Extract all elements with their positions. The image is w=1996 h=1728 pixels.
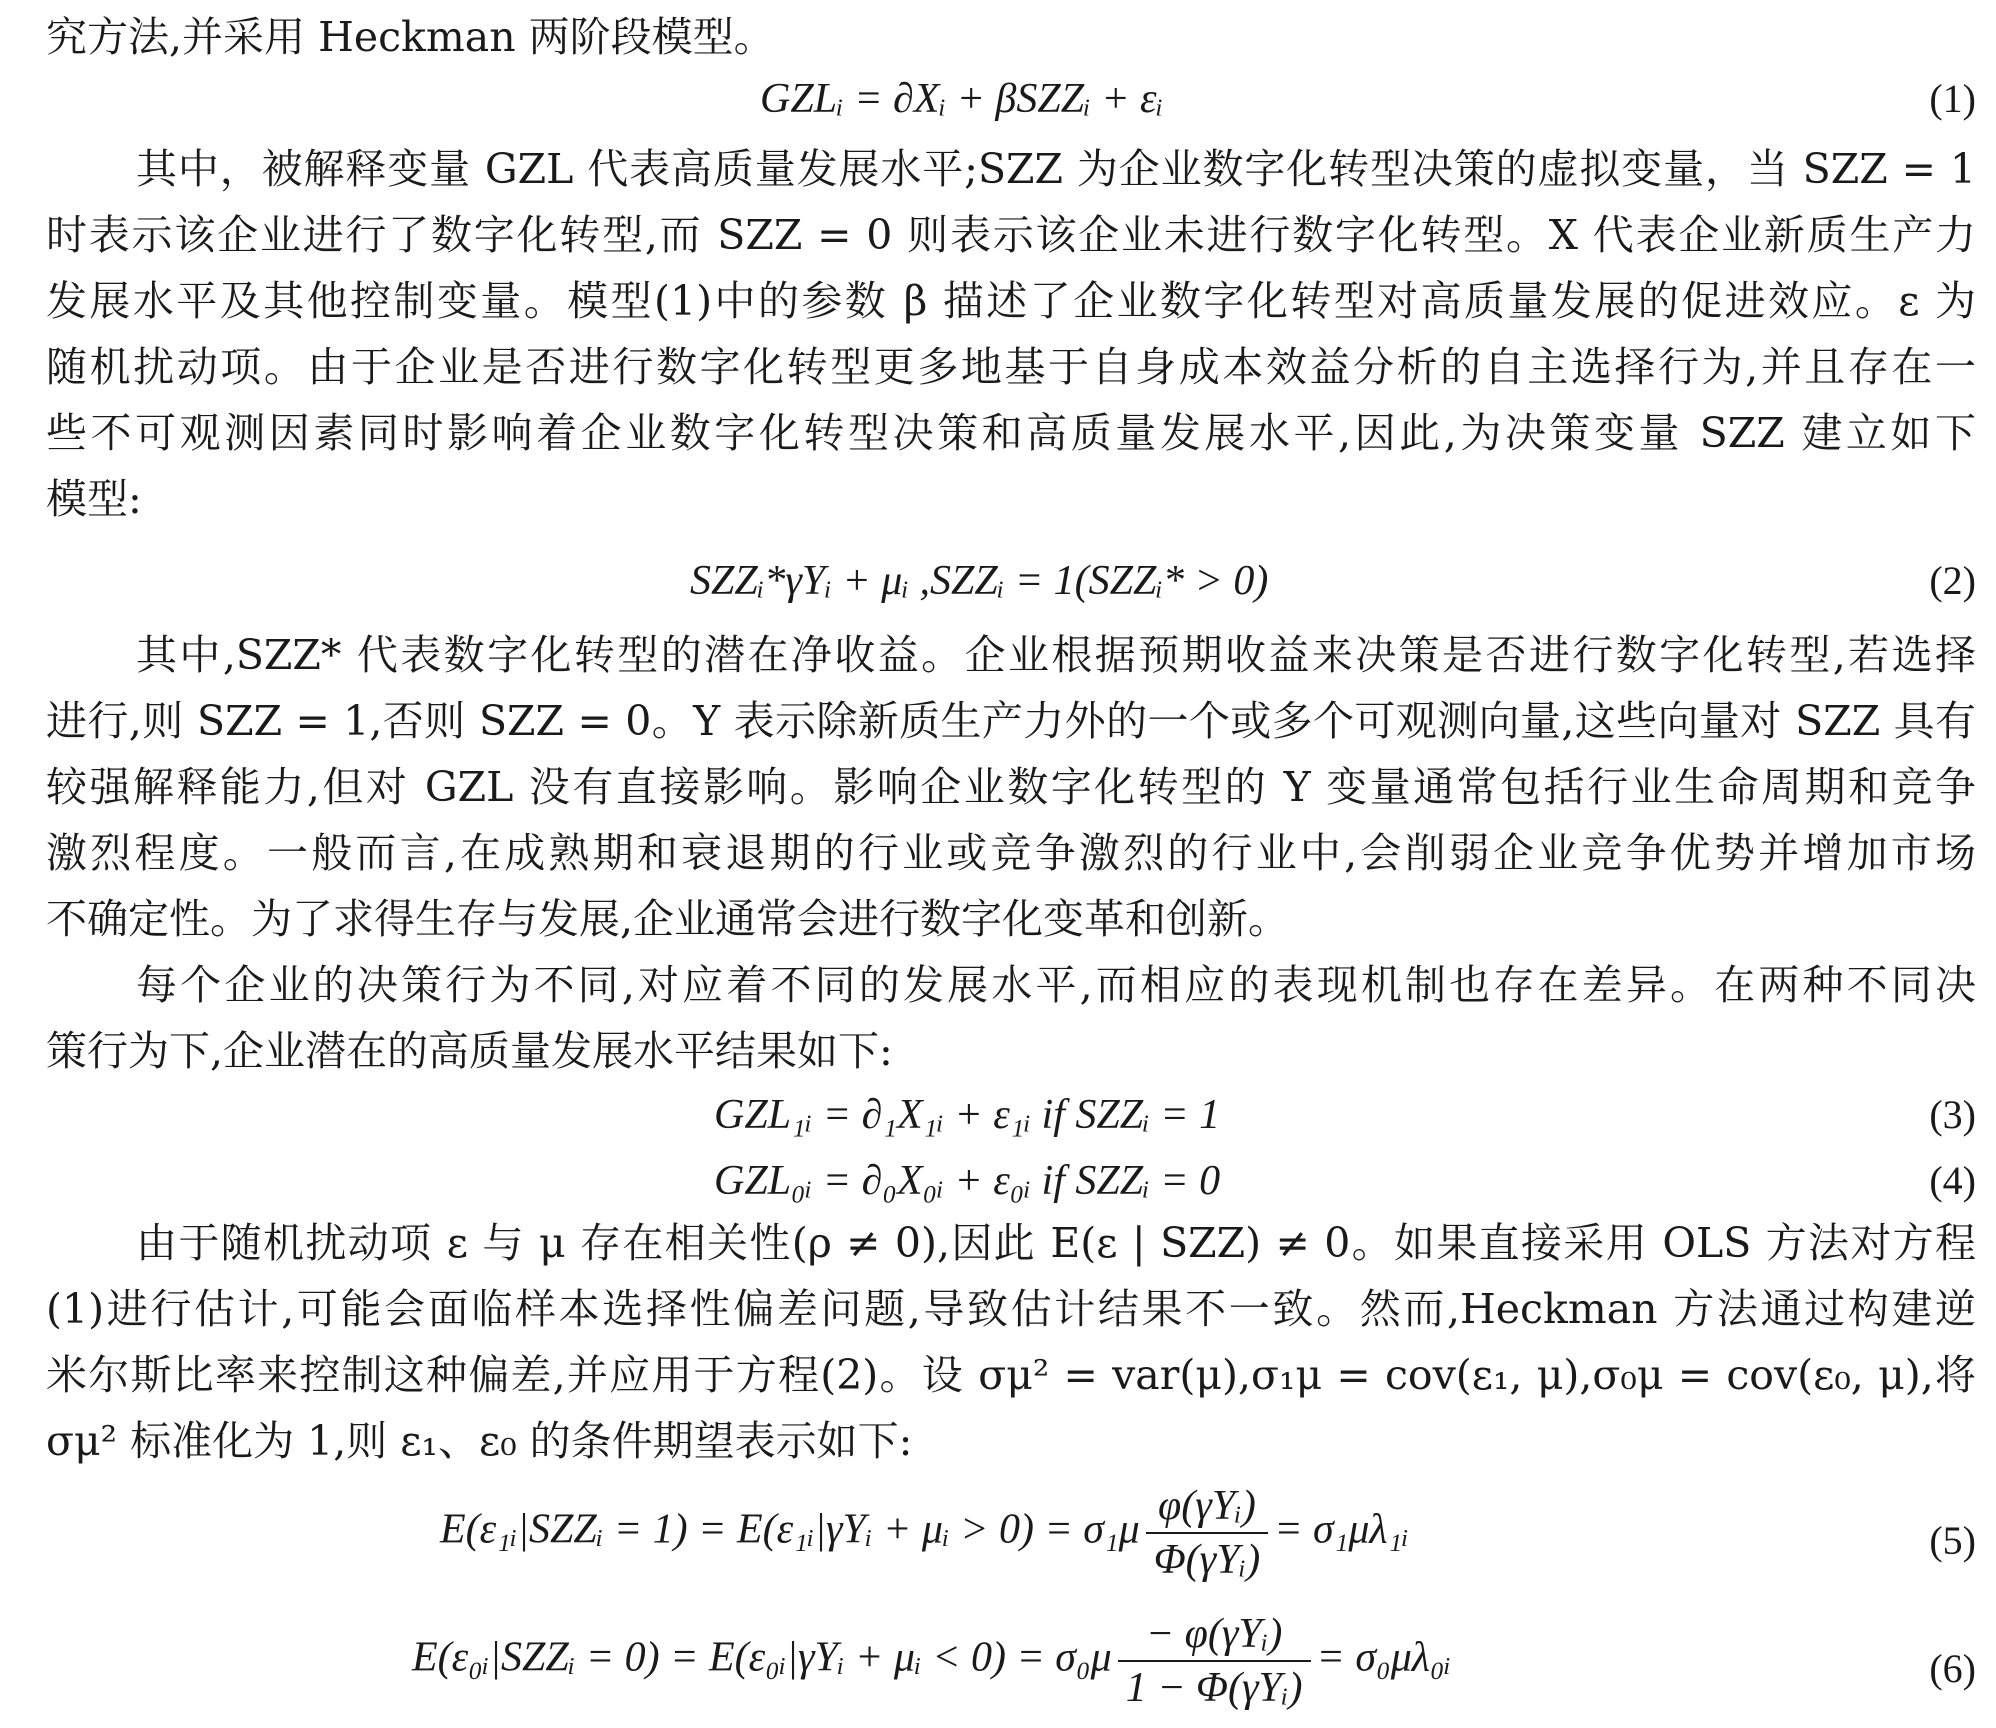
paragraph-3-line-1: 每个企业的决策行为不同,对应着不同的发展水平,而相应的表现机制也存在差异。在两种不同决: [136, 961, 1976, 1009]
equation-3: [0, 1082, 1996, 1152]
equation-1: [0, 66, 1996, 136]
equation-4: [0, 1148, 1996, 1218]
equation-5-number: (5): [1929, 1518, 1976, 1563]
paragraph-2-line-2: 进行,则 SZZ = 1,否则 SZZ = 0。Y 表示除新质生产力外的一个或多个可观测向量,这些向量对 SZZ 具有: [46, 697, 1976, 745]
equation-6-denominator: 1 − Φ(γYᵢ): [1125, 1665, 1303, 1711]
equation-2: [0, 548, 1996, 618]
equation-5-lhs: E(ε₁ᵢ|SZZᵢ = 1) = E(ε₁ᵢ|γYᵢ + μᵢ > 0) = σ₁μ: [440, 1506, 1140, 1553]
equation-6-fraction: [1118, 1608, 1311, 1714]
paragraph-4-line-2: (1)进行估计,可能会面临样本选择性偏差问题,导致估计结果不一致。然而,Heckman 方法通过构建逆: [46, 1285, 1976, 1333]
equation-4-formula: GZL₀ᵢ = ∂₀X₀ᵢ + ε₀ᵢ if SZZᵢ = 0: [714, 1158, 1221, 1204]
paragraph-1-line-1: 其中，被解释变量 GZL 代表高质量发展水平;SZZ 为企业数字化转型决策的虚拟变量，当 SZZ = 1: [136, 145, 1976, 193]
equation-6-rhs: = σ₀μλ₀ᵢ: [1316, 1634, 1452, 1681]
paragraph-3-line-2: 策行为下,企业潜在的高质量发展水平结果如下:: [46, 1027, 893, 1075]
equation-3-formula: GZL₁ᵢ = ∂₁X₁ᵢ + ε₁ᵢ if SZZᵢ = 1: [714, 1092, 1221, 1138]
paragraph-1-line-2: 时表示该企业进行了数字化转型,而 SZZ = 0 则表示该企业未进行数字化转型。X 代表企业新质生产力: [46, 211, 1976, 259]
equation-5-fraction: [1146, 1480, 1269, 1586]
equation-5-rhs: = σ₁μλ₁ᵢ: [1274, 1506, 1409, 1553]
paragraph-1-line-5: 些不可观测因素同时影响着企业数字化转型决策和高质量发展水平,因此,为决策变量 SZZ 建立如下: [46, 409, 1976, 457]
paragraph-1-line-3: 发展水平及其他控制变量。模型(1)中的参数 β 描述了企业数字化转型对高质量发展的促进效应。ε 为: [46, 277, 1976, 325]
equation-6-formula: [412, 1608, 1451, 1714]
paragraph-1-line-4: 随机扰动项。由于企业是否进行数字化转型更多地基于自身成本效益分析的自主选择行为,并且存在一: [46, 343, 1976, 391]
equation-5-numerator: φ(γYᵢ): [1146, 1480, 1269, 1534]
paragraph-2-line-3: 较强解释能力,但对 GZL 没有直接影响。影响企业数字化转型的 Y 变量通常包括行业生命周期和竞争: [46, 763, 1976, 811]
equation-6: [0, 1611, 1996, 1726]
equation-5-formula: [440, 1480, 1409, 1586]
equation-1-number: (1): [1929, 76, 1976, 121]
paragraph-4-line-3: 米尔斯比率来控制这种偏差,并应用于方程(2)。设 σμ² = var(μ),σ₁μ = cov(ε₁, μ),σ₀μ = cov(ε₀, μ),将: [46, 1351, 1976, 1399]
paragraph-2-line-1: 其中,SZZ* 代表数字化转型的潜在净收益。企业根据预期收益来决策是否进行数字化转型,若选择: [136, 631, 1976, 679]
equation-4-number: (4): [1929, 1158, 1976, 1203]
paragraph-0-line-1: 究方法,并采用 Heckman 两阶段模型。: [46, 13, 775, 61]
equation-6-lhs: E(ε₀ᵢ|SZZᵢ = 0) = E(ε₀ᵢ|γYᵢ + μᵢ < 0) = σ₀μ: [412, 1634, 1112, 1681]
equation-5: [0, 1483, 1996, 1590]
equation-6-number: (6): [1929, 1646, 1976, 1691]
equation-5-denominator: Φ(γYᵢ): [1153, 1537, 1261, 1583]
paragraph-4-line-1: 由于随机扰动项 ε 与 μ 存在相关性(ρ ≠ 0),因此 E(ε | SZZ) ≠ 0。如果直接采用 OLS 方法对方程: [136, 1219, 1976, 1267]
equation-1-formula: GZLᵢ = ∂Xᵢ + βSZZᵢ + εᵢ: [760, 76, 1164, 122]
equation-2-formula: SZZᵢ*γYᵢ + μᵢ ,SZZᵢ = 1(SZZᵢ* > 0): [690, 558, 1269, 604]
paragraph-2-line-4: 激烈程度。一般而言,在成熟期和衰退期的行业或竞争激烈的行业中,会削弱企业竞争优势并增加市场: [46, 829, 1976, 877]
equation-6-numerator: − φ(γYᵢ): [1118, 1608, 1311, 1662]
equation-2-number: (2): [1929, 558, 1976, 603]
paragraph-1-line-6: 模型:: [46, 475, 142, 523]
equation-3-number: (3): [1929, 1092, 1976, 1137]
paragraph-2-line-5: 不确定性。为了求得生存与发展,企业通常会进行数字化变革和创新。: [46, 895, 1290, 943]
paragraph-4-line-4: σμ² 标准化为 1,则 ε₁、ε₀ 的条件期望表示如下:: [46, 1417, 913, 1465]
